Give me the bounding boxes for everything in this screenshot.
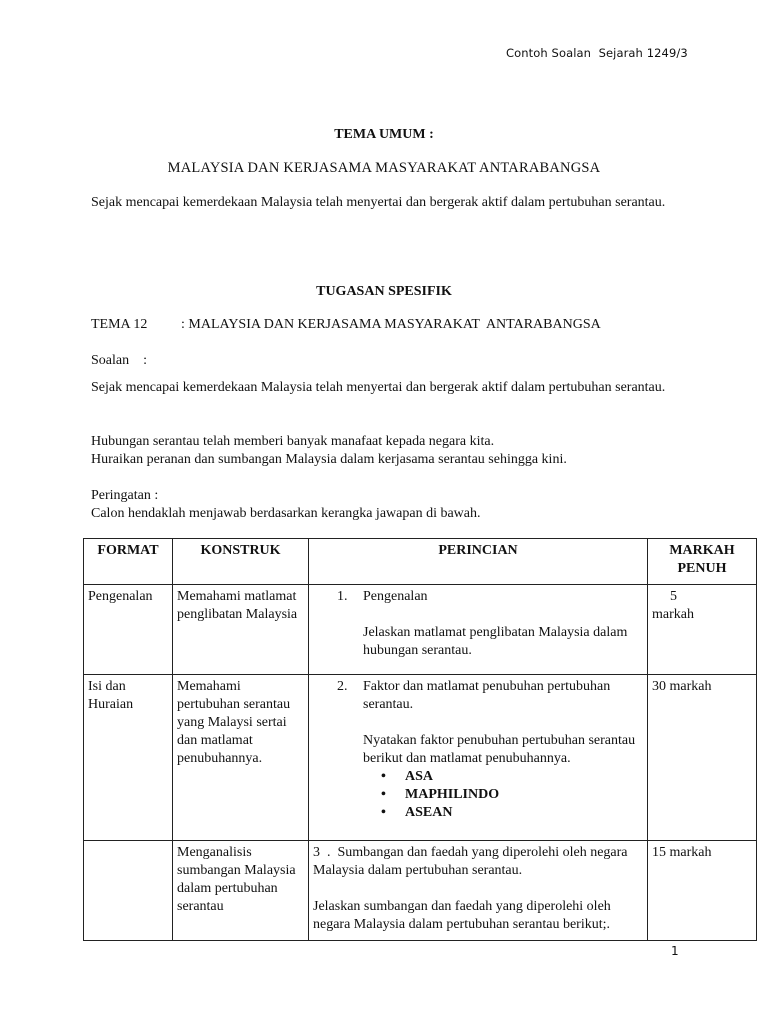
- item-title: [313, 678, 643, 714]
- header-format: FORMAT: [84, 539, 173, 585]
- markah-value: 5: [670, 589, 677, 604]
- markah-unit: markah: [652, 607, 694, 622]
- tema-12-label: TEMA 12: [91, 317, 148, 332]
- item-title: [313, 588, 643, 606]
- bullet-item: • ASA: [381, 768, 643, 786]
- soalan-text: Sejak mencapai kemerdekaan Malaysia telah menyertai dan bergerak aktif dalam pertubuhan serantau.: [91, 380, 666, 395]
- item-detail: Jelaskan matlamat penglibatan Malaysia dalam hubungan serantau.: [363, 625, 628, 658]
- markah-cell: [648, 585, 757, 675]
- perincian-cell: [309, 675, 648, 841]
- intro-paragraph: Sejak mencapai kemerdekaan Malaysia telah menyertai dan bergerak aktif dalam pertubuhan serantau.: [91, 195, 666, 210]
- item-title: 3 . Sumbangan dan faedah yang diperolehi oleh negara Malaysia dalam pertubuhan serantau.: [313, 845, 632, 878]
- konstruk-cell: Memahami pertubuhan serantau yang Malaysi sertai dan matlamat penubuhannya.: [173, 675, 309, 841]
- markah-cell: 30 markah: [648, 675, 757, 841]
- bullet-list: [313, 768, 643, 822]
- item-number: 2.: [337, 679, 348, 694]
- bullet-item: • MAPHILINDO: [381, 786, 643, 804]
- tema-umum-label: TEMA UMUM :: [334, 127, 434, 142]
- page-number: 1: [671, 944, 679, 958]
- konstruk-cell: Menganalisis sumbangan Malaysia dalam pertubuhan serantau: [173, 841, 309, 941]
- answer-framework-table: [83, 538, 757, 941]
- tema-12-line: [91, 317, 601, 333]
- markah-cell: 15 markah: [648, 841, 757, 941]
- table-row: [84, 585, 757, 675]
- header-perincian: PERINCIAN: [309, 539, 648, 585]
- format-cell: Pengenalan: [84, 585, 173, 675]
- header-markah-penuh: MARKAH PENUH: [648, 539, 757, 585]
- item-detail: Jelaskan sumbangan dan faedah yang diperolehi oleh negara Malaysia dalam pertubuhan serantau berikut;.: [313, 899, 611, 932]
- hubungan-text: Hubungan serantau telah memberi banyak manafaat kepada negara kita.: [91, 434, 495, 449]
- item-title-text: Pengenalan: [363, 589, 428, 604]
- tugasan-spesifik-heading: TUGASAN SPESIFIK: [316, 284, 452, 299]
- peringatan-text: Calon hendaklah menjawab berdasarkan kerangka jawapan di bawah.: [91, 506, 481, 521]
- format-cell: [84, 841, 173, 941]
- huraikan-text: Huraikan peranan dan sumbangan Malaysia dalam kerjasama serantau sehingga kini.: [91, 452, 567, 467]
- tema-umum-title: MALAYSIA DAN KERJASAMA MASYARAKAT ANTARABANGSA: [167, 160, 601, 176]
- page-header: Contoh Soalan Sejarah 1249/3: [506, 46, 688, 60]
- table-header-row: [84, 539, 757, 585]
- peringatan-label: Peringatan :: [91, 488, 159, 503]
- bullet-item: • ASEAN: [381, 804, 643, 822]
- konstruk-cell: Memahami matlamat penglibatan Malaysia: [173, 585, 309, 675]
- table-row: [84, 675, 757, 841]
- perincian-cell: [309, 585, 648, 675]
- item-number: 1.: [337, 589, 348, 604]
- tema-12-value: : MALAYSIA DAN KERJASAMA MASYARAKAT ANTARABANGSA: [181, 317, 601, 332]
- item-title-text: Faktor dan matlamat penubuhan pertubuhan serantau.: [363, 679, 611, 712]
- soalan-label: Soalan :: [91, 353, 147, 368]
- table-row: [84, 841, 757, 941]
- item-detail: Nyatakan faktor penubuhan pertubuhan serantau berikut dan matlamat penubuhannya.: [363, 733, 636, 766]
- format-cell: Isi dan Huraian: [84, 675, 173, 841]
- perincian-cell: [309, 841, 648, 941]
- header-konstruk: KONSTRUK: [173, 539, 309, 585]
